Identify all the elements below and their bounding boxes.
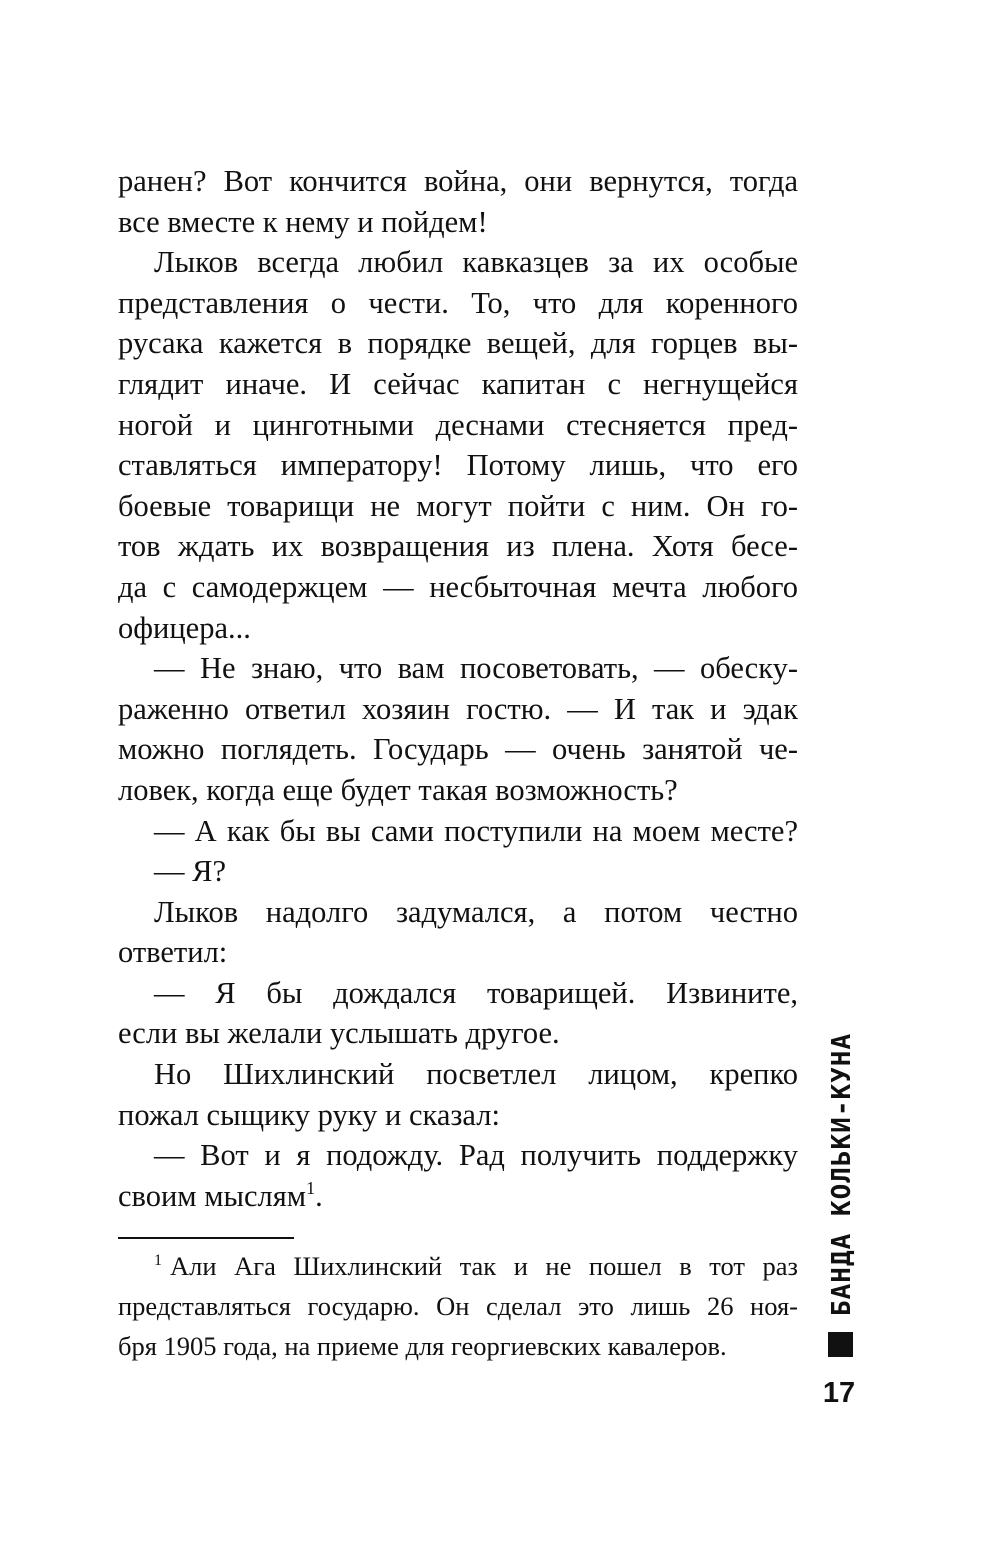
text-line xyxy=(118,1135,798,1176)
text-line xyxy=(118,242,798,283)
text-line-content: своим мыслям xyxy=(118,1178,307,1213)
text-line xyxy=(118,1095,798,1136)
body-text xyxy=(118,161,798,1216)
text-line-content: Лыков надолго задумался, а потом честно xyxy=(154,894,798,929)
text-line xyxy=(118,526,798,567)
text-line-content: представления о чести. То, что для коренного xyxy=(118,285,798,320)
text-line-content: боевые товарищи не могут пойти с ним. Он го- xyxy=(118,488,798,523)
text-line xyxy=(118,1054,798,1095)
footnote-line xyxy=(118,1286,798,1326)
text-line-content: раженно ответил хозяин гостю. — И так и эдак xyxy=(118,691,798,726)
footnote-line xyxy=(118,1246,798,1286)
text-line-content: если вы желали услышать другое. xyxy=(118,1016,560,1051)
text-line-content: тов ждать их возвращения из плена. Хотя бесе- xyxy=(118,529,798,564)
text-line xyxy=(118,770,798,811)
text-line xyxy=(118,567,798,608)
text-line xyxy=(118,648,798,689)
footnote-line-content: Али Ага Шихлинский так и не пошел в тот раз xyxy=(170,1251,798,1281)
running-title-square-marker xyxy=(828,1332,853,1357)
text-line xyxy=(118,811,798,852)
text-line-content: можно поглядеть. Государь — очень занятой че- xyxy=(118,732,798,767)
text-line-content: все вместе к нему и пойдем! xyxy=(118,204,488,239)
text-line xyxy=(118,323,798,364)
text-line-trailing: . xyxy=(315,1178,323,1213)
footnote-separator xyxy=(118,1237,294,1239)
footnote xyxy=(118,1246,798,1366)
text-line xyxy=(118,729,798,770)
text-line xyxy=(118,892,798,933)
footnote-line-content: представляться государю. Он сделал это лишь 26 ноя- xyxy=(118,1291,798,1321)
text-line xyxy=(118,364,798,405)
text-line xyxy=(118,973,798,1014)
text-line-content: — Я бы дождался товарищей. Извините, xyxy=(154,975,798,1010)
text-line-content: Но Шихлинский посветлел лицом, крепко xyxy=(154,1057,798,1092)
text-line-content: ставляться императору! Потому лишь, что его xyxy=(118,448,798,483)
text-line-content: ловек, когда еще будет такая возможность? xyxy=(118,772,678,807)
footnote-line xyxy=(118,1326,798,1366)
text-line-content: офицера... xyxy=(118,610,251,645)
text-line xyxy=(118,202,798,243)
page-number: 17 xyxy=(822,1377,856,1409)
footnote-line-content: бря 1905 года, на приеме для георгиевских кавалеров. xyxy=(118,1331,727,1361)
text-line xyxy=(118,608,798,649)
footnote-mark: 1 xyxy=(154,1252,162,1269)
text-line xyxy=(118,851,798,892)
text-line-content: — Я? xyxy=(154,854,227,889)
text-line-content: ранен? Вот кончится война, они вернутся, тогда xyxy=(118,164,798,198)
text-line-content: да с самодержцем — несбыточная мечта любого xyxy=(118,569,798,604)
running-title: БАНДА КОЛЬКИ-КУНА xyxy=(827,1032,857,1316)
text-line xyxy=(118,689,798,730)
text-line xyxy=(118,486,798,527)
footnote-reference: 1 xyxy=(306,1177,316,1198)
text-line-content: глядит иначе. И сейчас капитан с негнущейся xyxy=(118,366,798,401)
text-line-content: русака кажется в порядке вещей, для горцев вы- xyxy=(118,326,798,361)
text-line xyxy=(118,1176,798,1217)
text-line-content: пожал сыщику руку и сказал: xyxy=(118,1097,500,1132)
text-line xyxy=(118,405,798,446)
text-line xyxy=(118,932,798,973)
text-line xyxy=(118,161,798,202)
text-line xyxy=(118,445,798,486)
text-line xyxy=(118,1013,798,1054)
text-line-content: ногой и цинготными деснами стесняется пред- xyxy=(118,407,798,442)
text-line-content: — Не знаю, что вам посоветовать, — обеску- xyxy=(154,651,798,686)
text-line-content: — Вот и я подожду. Рад получить поддержку xyxy=(154,1138,798,1173)
text-line-content: ответил: xyxy=(118,935,228,970)
text-line-content: — А как бы вы сами поступили на моем месте? xyxy=(154,813,798,848)
text-line-content: Лыков всегда любил кавказцев за их особые xyxy=(154,245,798,280)
text-line xyxy=(118,283,798,324)
